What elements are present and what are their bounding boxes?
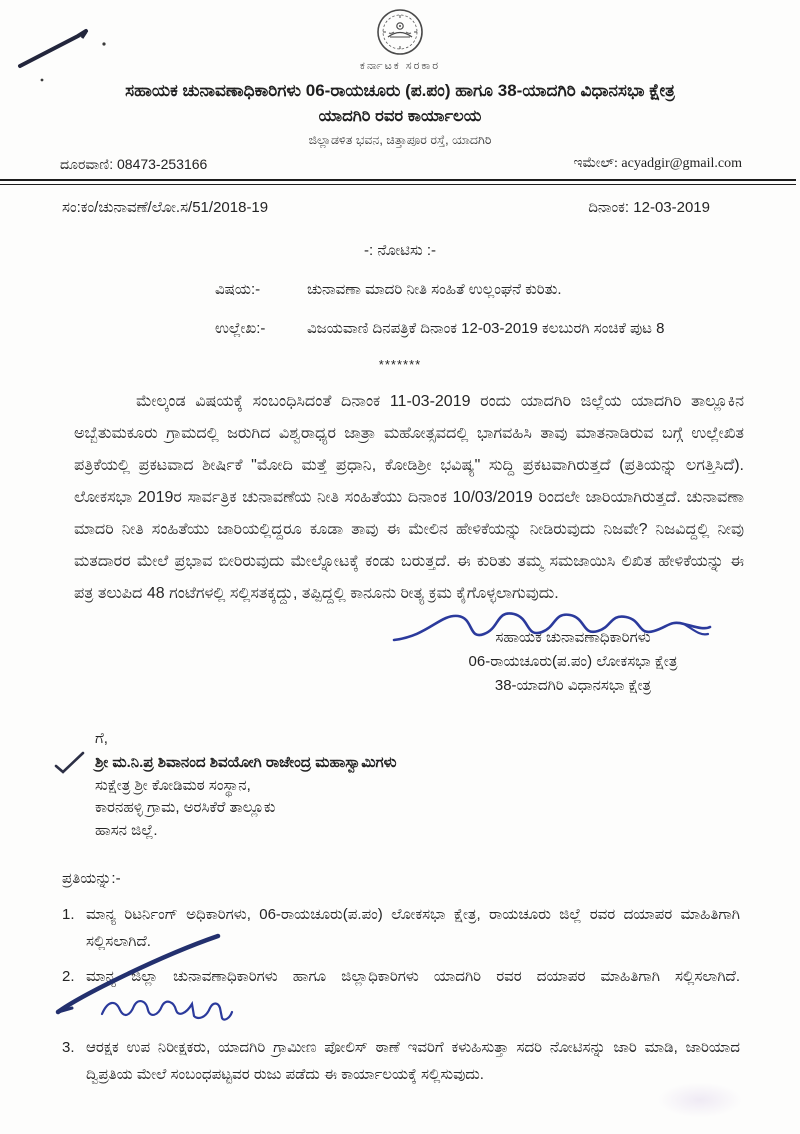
addressee-line: ಸುಕ್ಷೇತ್ರ ಶ್ರೀ ಕೋಡಿಮಠ ಸಂಸ್ಥಾನ,: [95, 776, 251, 794]
copy-item-number: 3.: [62, 1039, 75, 1057]
signatory-constituency2: 38-ಯಾದಗಿರಿ ವಿಧಾನಸಭಾ ಕ್ಷೇತ್ರ: [494, 676, 652, 694]
copy-item-text: ಮಾನ್ಯ ಜಿಲ್ಲಾ ಚುನಾವಣಾಧಿಕಾರಿಗಳು ಹಾಗೂ ಜಿಲ್ಲಾಧಿಕಾರಿಗಳು ಯಾದಗಿರಿ ರವರ ದಯಾಪರ ಮಾಹಿತಿಗಾಗಿ ಸಲ್ಲಿಸಲಾಗಿದೆ.: [86, 963, 740, 1026]
email-address: ಇಮೇಲ್: acyadgir@gmail.com: [573, 155, 742, 171]
reference-label: ಉಲ್ಲೇಖ:-: [215, 319, 266, 337]
reference-number: ಸಂ:ಕಂ/ಚುನಾವಣೆ/ಲೋ.ಸ/51/2018-19: [62, 198, 269, 216]
pen-check-icon: [53, 750, 87, 776]
notice-body: ಮೇಲ್ಕಂಡ ವಿಷಯಕ್ಕೆ ಸಂಬಂಧಿಸಿದಂತೆ ದಿನಾಂಕ 11-03-2019 ರಂದು ಯಾದಗಿರಿ ಜಿಲ್ಲೆಯ ಯಾದಗಿರಿ ತಾಲ್ಲೂಕಿನ ಅಬ್ಬೆತುಮಕೂರು ಗ್ರಾಮದಲ್ಲಿ ಜರುಗಿದ ವಿಶ್ವರಾಧ್ಯರ ಜಾತ್ರಾ ಮಹೋತ್ಸವದಲ್ಲಿ ಭಾಗವಹಿಸಿ ತಾವು ಮಾತನಾಡಿರುವ ಬಗ್ಗೆ ಉಲ್ಲೇಖಿತ ಪತ್ರಿಕೆಯಲ್ಲಿ ಪ್ರಕಟವಾದ ಶೀರ್ಷಿಕೆ "ಮೋದಿ ಮತ್ತೆ ಪ್ರಧಾನಿ, ಕೋಡಿಶ್ರೀ ಭವಿಷ್ಯ" ಸುದ್ದಿ ಪ್ರಕಟವಾಗಿರುತ್ತದೆ (ಪ್ರತಿಯನ್ನು ಲಗತ್ತಿಸಿದೆ). ಲೋಕಸಭಾ 2019ರ ಸಾರ್ವತ್ರಿಕ ಚುನಾವಣೆಯ ನೀತಿ ಸಂಹಿತೆಯು ದಿನಾಂಕ 10/03/2019 ರಿಂದಲೇ ಜಾರಿಯಾಗಿರುತ್ತದೆ. ಚುನಾವಣಾ ಮಾದರಿ ನೀತಿ ಸಂಹಿತೆಯು ಜಾರಿಯಲ್ಲಿದ್ದರೂ ಕೂಡಾ ತಾವು ಈ ಮೇಲಿನ ಹೇಳಿಕೆಯನ್ನು ನೀಡಿರುವುದು ನಿಜವೇ? ನಿಜವಿದ್ದಲ್ಲಿ ನೀವು ಮತದಾರರ ಮೇಲೆ ಪ್ರಭಾವ ಬೀರಿರುವುದು ಮೇಲ್ನೋಟಕ್ಕೆ ಕಂಡು ಬರುತ್ತದೆ. ಈ ಕುರಿತು ತಮ್ಮ ಸಮಜಾಯಿಸಿ ಲಿಖಿತ ಹೇಳಿಕೆಯನ್ನು ಈ ಪತ್ರ ತಲುಪಿದ 48 ಗಂಟೆಗಳಲ್ಲಿ ಸಲ್ಲಿಸತಕ್ಕದ್ದು, ತಪ್ಪಿದ್ದಲ್ಲಿ ಕಾನೂನು ರೀತ್ಯ ಕ್ರಮ ಕೈಗೊಳ್ಳಲಾಗುವುದು.: [74, 392, 744, 602]
subject-label: ವಿಷಯ:-: [215, 280, 261, 298]
phone-number: ದೂರವಾಣಿ: 08473-253166: [60, 155, 208, 172]
office-title-line2: ಯಾದಗಿರಿ ರವರ ಕಾರ್ಯಾಲಯ: [318, 106, 482, 125]
letter-date: ದಿನಾಂಕ: 12-03-2019: [588, 198, 710, 216]
addressee-line: ಹಾಸನ ಜಿಲ್ಲೆ.: [95, 821, 158, 839]
letterhead: [0, 0, 800, 177]
copy-item: [62, 901, 740, 955]
copy-item-text: ಮಾನ್ಯ ರಿಟರ್ನಿಂಗ್ ಅಧಿಕಾರಿಗಳು, 06-ರಾಯಚೂರು(ಪ.ಪಂ) ಲೋಕಸಭಾ ಕ್ಷೇತ್ರ, ರಾಯಚೂರು ಜಿಲ್ಲೆ ರವರ ದಯಾಪರ ಮಾಹಿತಿಗಾಗಿ ಸಲ್ಲಿಸಲಾಗಿದೆ.: [86, 906, 740, 951]
copies-label: ಪ್ರತಿಯನ್ನು:-: [62, 870, 121, 888]
copies-section: [62, 870, 740, 1088]
office-address: ಜಿಲ್ಲಾಡಳಿತ ಭವನ, ಚಿತ್ತಾಪೂರ ರಸ್ತೆ, ಯಾದಗಿರಿ: [308, 132, 492, 147]
copy-item: [62, 963, 740, 1026]
signatory-constituency1: 06-ರಾಯಚೂರು(ಪ.ಪಂ) ಲೋಕಸಭಾ ಕ್ಷೇತ್ರ: [468, 652, 678, 670]
subject-text: ಚುನಾವಣಾ ಮಾದರಿ ನೀತಿ ಸಂಹಿತೆ ಉಲ್ಲಂಘನೆ ಕುರಿತು.: [307, 280, 562, 298]
addressee-line: ಕಾರನಹಳ್ಳಿ ಗ್ರಾಮ, ಅರಸಿಕೆರೆ ತಾಲ್ಲೂಕು: [95, 799, 276, 817]
emblem-caption: ಕರ್ನಾಟಕ ಸರಕಾರ: [359, 60, 441, 72]
addressee-name: ಶ್ರೀ ಮ.ನಿ.ಪ್ರ ಶಿವಾನಂದ ಶಿವಯೋಗಿ ರಾಜೇಂದ್ರ ಮಹಾಸ್ವಾಮಿಗಳು: [95, 752, 800, 775]
addressee-block: [95, 728, 800, 843]
notice-heading: -: ನೋಟಿಸು :-: [363, 241, 437, 259]
copy-item-number: 2.: [62, 968, 75, 986]
handwritten-initials-icon: [96, 990, 236, 1026]
salutation: ಗೆ,: [95, 729, 108, 747]
copy-item: [62, 1034, 740, 1088]
office-title-line1: ಸಹಾಯಕ ಚುನಾವಣಾಧಿಕಾರಿಗಳು 06-ರಾಯಚೂರು (ಪ.ಪಂ) ಹಾಗೂ 38-ಯಾದಗಿರಿ ವಿಧಾನಸಭಾ ಕ್ಷೇತ್ರ: [125, 81, 675, 100]
reference-text: ವಿಜಯವಾಣಿ ದಿನಪತ್ರಿಕೆ ದಿನಾಂಕ 12-03-2019 ಕಲಬುರಗಿ ಸಂಚಿಕೆ ಪುಟ 8: [307, 319, 665, 337]
signature-block: [408, 626, 738, 698]
copy-item-text: ಆರಕ್ಷಕ ಉಪ ನಿರೀಕ್ಷಕರು, ಯಾದಗಿರಿ ಗ್ರಾಮೀಣ ಪೋಲಿಸ್ ಠಾಣೆ ಇವರಿಗೆ ಕಳುಹಿಸುತ್ತಾ ಸದರಿ ನೋಟಿಸನ್ನು ಜಾರಿ ಮಾಡಿ, ಜಾರಿಯಾದ ದ್ವಿಪ್ರತಿಯ ಮೇಲೆ ಸಂಬಂಧಪಟ್ಟವರ ರುಜು ಪಡೆದು ಈ ಕಾರ್ಯಾಲಯಕ್ಕೆ ಸಲ್ಲಿಸುವುದು.: [86, 1039, 740, 1084]
karnataka-government-emblem-icon: [374, 6, 426, 58]
copy-item-number: 1.: [62, 906, 75, 924]
signatory-designation: ಸಹಾಯಕ ಚುನಾವಣಾಧಿಕಾರಿಗಳು: [495, 628, 651, 646]
separator-stars: *******: [378, 356, 422, 372]
